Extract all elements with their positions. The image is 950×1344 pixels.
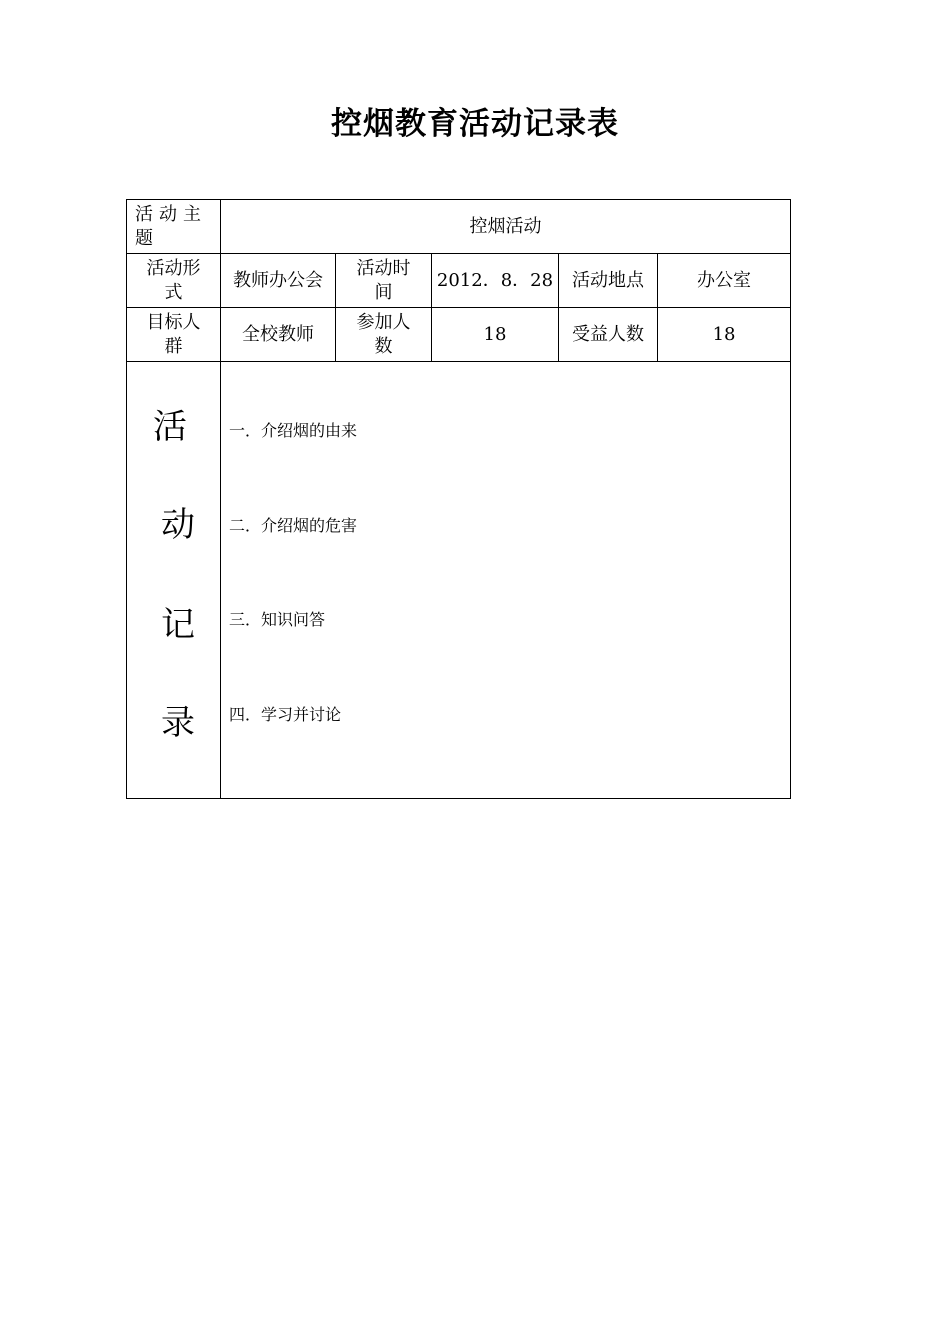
record-item: 三．知识问答 [229,610,326,629]
records-label [127,362,221,799]
location-label: 活动地点 [559,254,658,308]
records-label-char: 记 [161,605,195,645]
table-row [127,254,791,308]
beneficiaries-label: 受益人数 [559,308,658,362]
table-row [127,362,791,799]
records-label-char: 录 [161,703,195,743]
document-title: 控烟教育活动记录表 [331,106,619,142]
records-label-char: 活 [153,407,187,447]
record-item: 一．介绍烟的由来 [229,421,358,440]
beneficiaries-value: 18 [658,308,791,362]
record-item: 四．学习并讨论 [229,705,342,724]
participants-label: 参加人数 [336,308,432,362]
records-content [221,362,791,799]
table-row [127,200,791,254]
time-value: 2012．8．28 [432,254,559,308]
subject-label: 活动主题 [127,200,221,254]
record-item: 二．介绍烟的危害 [229,516,358,535]
target-label: 目标人群 [127,308,221,362]
form-label: 活动形式 [127,254,221,308]
participants-value: 18 [432,308,559,362]
form-value: 教师办公会 [221,254,336,308]
table-row [127,308,791,362]
activity-record-table [126,199,791,799]
location-value: 办公室 [658,254,791,308]
subject-value: 控烟活动 [221,200,791,254]
time-label: 活动时间 [336,254,432,308]
target-value: 全校教师 [221,308,336,362]
records-label-char: 动 [161,505,195,545]
